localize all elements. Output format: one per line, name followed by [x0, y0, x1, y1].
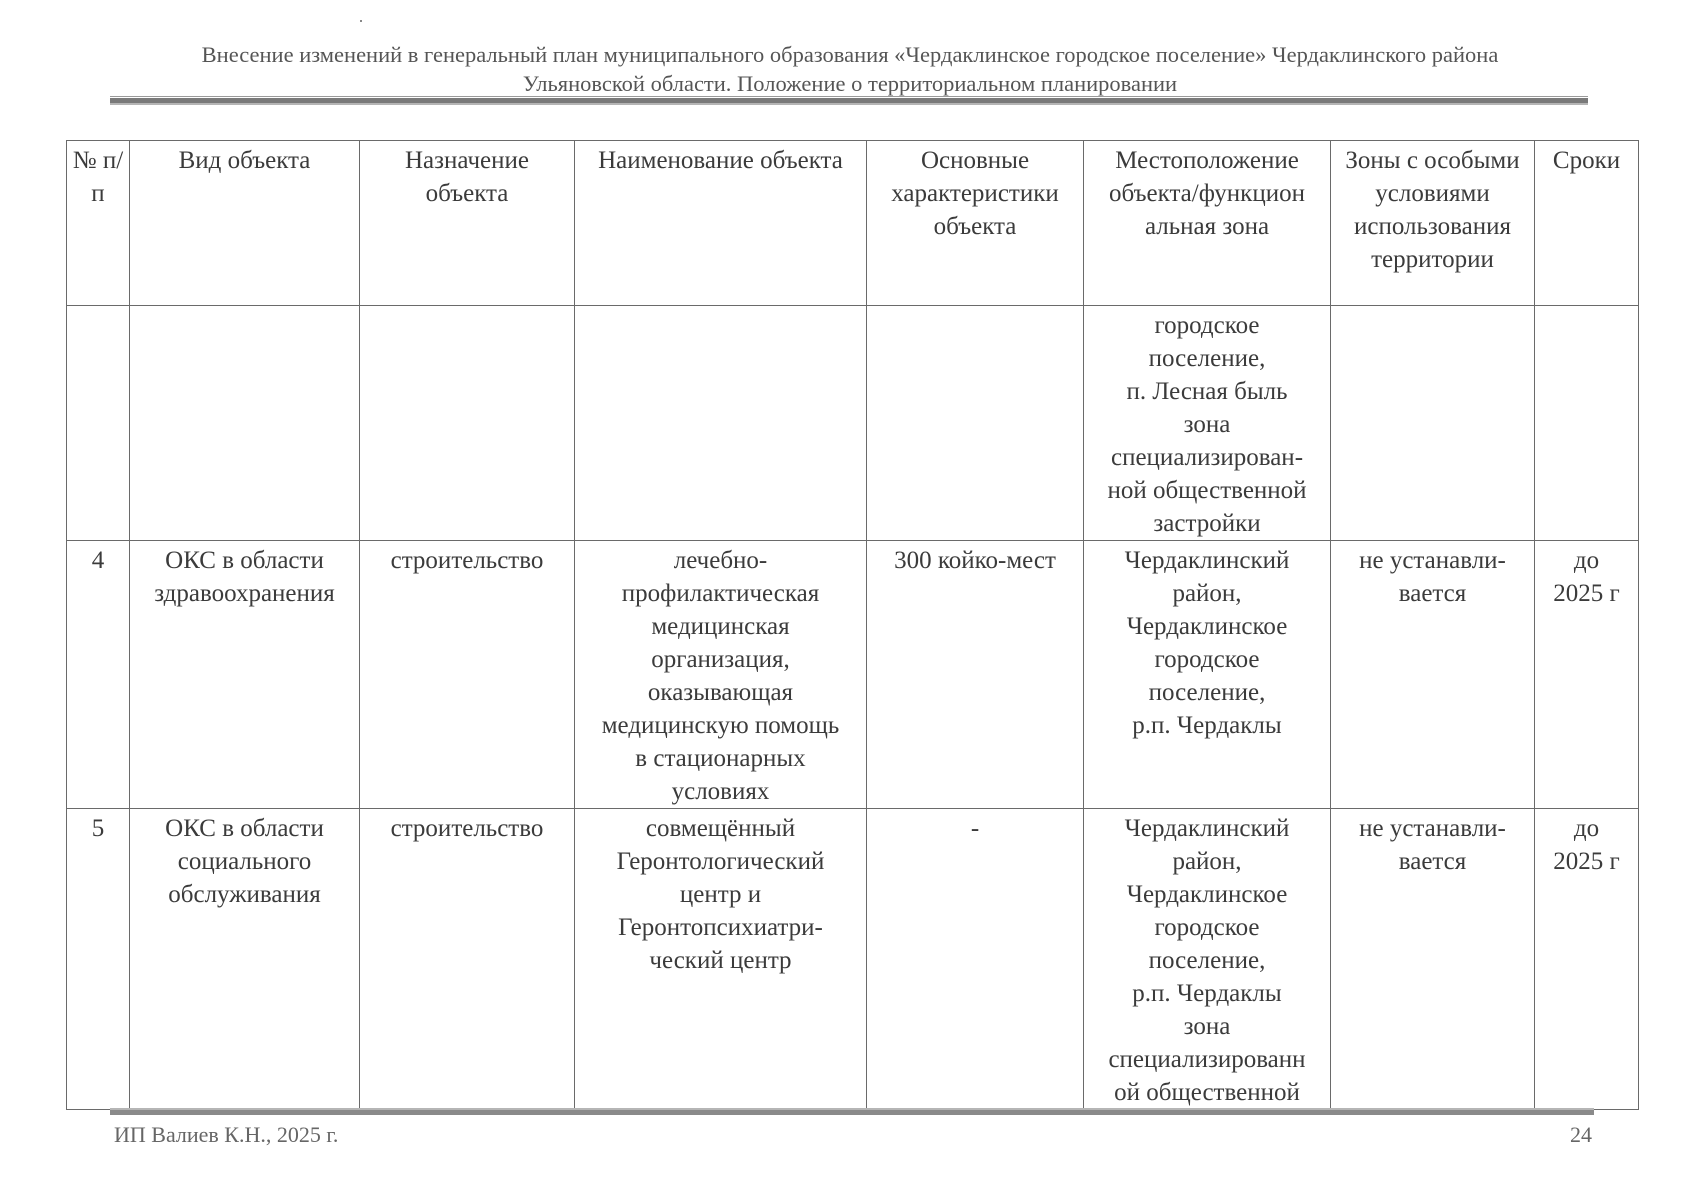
- cell-location: Чердаклинский район, Чердаклинское городское поселение, р.п. Чердаклы: [1084, 541, 1331, 809]
- table-row: [67, 306, 1639, 541]
- cell-characteristics: [867, 306, 1084, 541]
- cell-characteristics: 300 койко-мест: [867, 541, 1084, 809]
- cell-name: лечебно- профилактическая медицинская организация, оказывающая медицинскую помощь в стационарных условиях: [575, 541, 867, 809]
- table-row: [67, 809, 1639, 1110]
- cell-term: [1535, 306, 1639, 541]
- cell-special-zones: не устанавли- вается: [1331, 541, 1535, 809]
- cell-number: [67, 306, 130, 541]
- col-header-name: Наименование объекта: [575, 141, 867, 306]
- cell-purpose: [360, 306, 575, 541]
- col-header-location: Местоположение объекта/функцион альная зона: [1084, 141, 1331, 306]
- footer-rule: [110, 1108, 1594, 1115]
- header-rule: [110, 98, 1588, 105]
- col-header-term: Сроки: [1535, 141, 1639, 306]
- cell-object-type: ОКС в области социального обслуживания: [130, 809, 360, 1110]
- footer-author: ИП Валиев К.Н., 2025 г.: [114, 1122, 339, 1147]
- col-header-number: № п/п: [67, 141, 130, 306]
- cell-special-zones: не устанавли- вается: [1331, 809, 1535, 1110]
- cell-name: совмещённый Геронтологический центр и Геронтопсихиатри- ческий центр: [575, 809, 867, 1110]
- cell-number: 4: [67, 541, 130, 809]
- cell-purpose: строительство: [360, 541, 575, 809]
- cell-purpose: строительство: [360, 809, 575, 1110]
- cell-object-type: [130, 306, 360, 541]
- cell-object-type: ОКС в области здравоохранения: [130, 541, 360, 809]
- col-header-purpose: Назначение объекта: [360, 141, 575, 306]
- header-line-1: Внесение изменений в генеральный план муниципального образования «Чердаклинское городское поселение» Чердаклинского района: [201, 42, 1499, 67]
- col-header-object-type: Вид объекта: [130, 141, 360, 306]
- cell-name: [575, 306, 867, 541]
- table-header-row: [67, 141, 1639, 306]
- cell-special-zones: [1331, 306, 1535, 541]
- cell-location: Чердаклинский район, Чердаклинское городское поселение, р.п. Чердаклы зона специализированн ой общественной: [1084, 809, 1331, 1110]
- cell-location: городское поселение, п. Лесная быль зона специализирован- ной общественной застройки: [1084, 306, 1331, 541]
- cell-number: 5: [67, 809, 130, 1110]
- planning-table: [66, 140, 1639, 1110]
- header-rule-thin: [110, 96, 1588, 97]
- cell-characteristics: -: [867, 809, 1084, 1110]
- document-header: [110, 40, 1590, 98]
- table-row: [67, 541, 1639, 809]
- col-header-characteristics: Основные характеристики объекта: [867, 141, 1084, 306]
- header-line-2: Ульяновской области. Положение о территориальном планировании: [522, 71, 1178, 96]
- cell-term: до 2025 г: [1535, 809, 1639, 1110]
- col-header-special-zones: Зоны с особыми условиями использования территории: [1331, 141, 1535, 306]
- page-number: 24: [1570, 1122, 1592, 1147]
- scan-speck: [360, 20, 362, 22]
- cell-term: до 2025 г: [1535, 541, 1639, 809]
